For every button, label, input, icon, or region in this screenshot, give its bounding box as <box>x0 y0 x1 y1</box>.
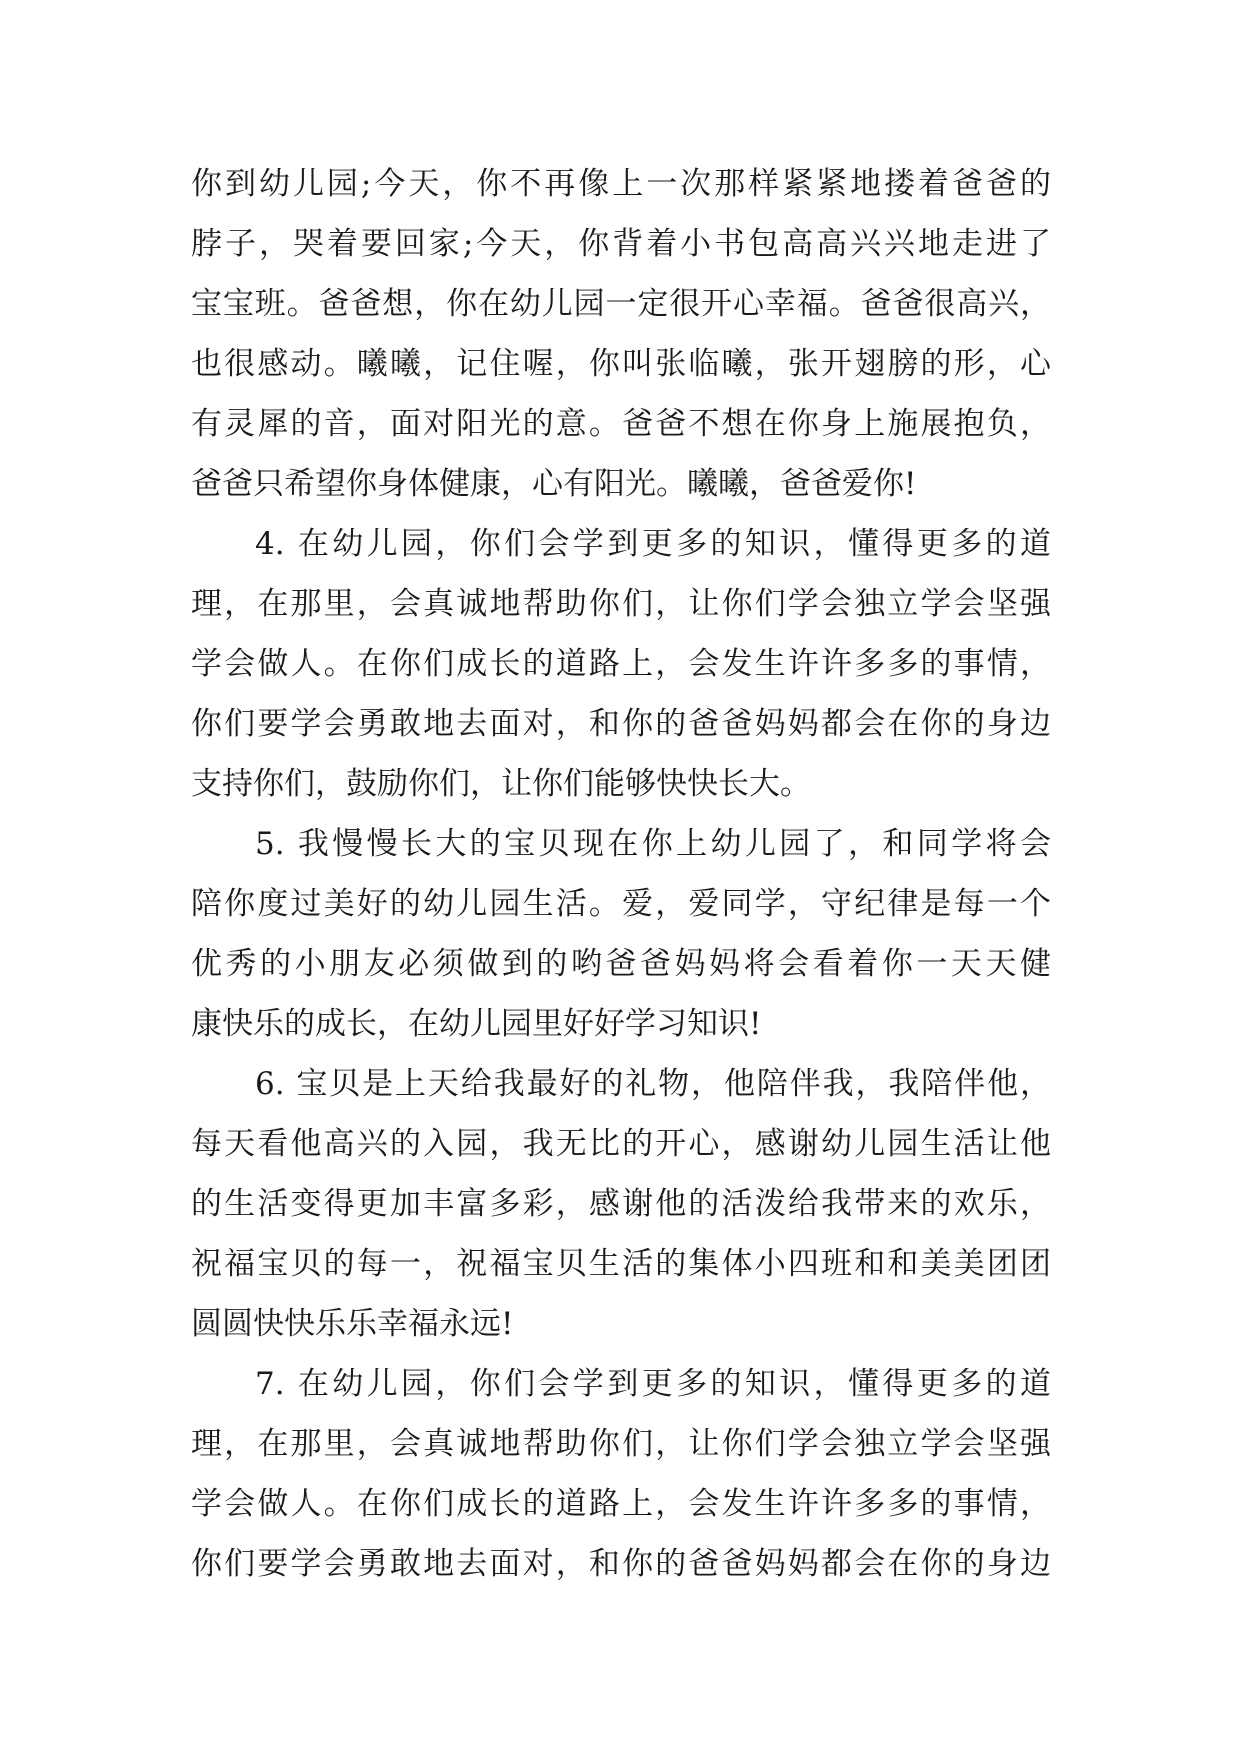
text-line: 有灵犀的音，面对阳光的意。爸爸不想在你身上施展抱负， <box>191 406 1051 442</box>
paragraph-7-first-line: 7. 在幼儿园，你们会学到更多的知识，懂得更多的道 <box>255 1366 1051 1402</box>
text-line: 你们要学会勇敢地去面对，和你的爸爸妈妈都会在你的身边 <box>191 706 1051 742</box>
text-line: 陪你度过美好的幼儿园生活。爱，爱同学，守纪律是每一个 <box>191 886 1051 922</box>
text-line: 你到幼儿园;今天，你不再像上一次那样紧紧地搂着爸爸的 <box>191 166 1051 202</box>
text-line: 每天看他高兴的入园，我无比的开心，感谢幼儿园生活让他 <box>191 1126 1051 1162</box>
text-line: 康快乐的成长，在幼儿园里好好学习知识! <box>191 1006 762 1042</box>
paragraph-5-first-line: 5. 我慢慢长大的宝贝现在你上幼儿园了，和同学将会 <box>255 826 1051 862</box>
text-line: 优秀的小朋友必须做到的哟爸爸妈妈将会看着你一天天健 <box>191 946 1051 982</box>
text-line: 支持你们，鼓励你们，让你们能够快快长大。 <box>191 766 811 802</box>
text-line: 理，在那里，会真诚地帮助你们，让你们学会独立学会坚强 <box>191 1426 1051 1462</box>
text-line: 圆圆快快乐乐幸福永远! <box>191 1306 514 1342</box>
text-line: 学会做人。在你们成长的道路上，会发生许许多多的事情， <box>191 646 1051 682</box>
text-line: 的生活变得更加丰富多彩，感谢他的活泼给我带来的欢乐， <box>191 1186 1051 1222</box>
text-line: 爸爸只希望你身体健康，心有阳光。曦曦，爸爸爱你! <box>191 466 917 502</box>
text-line: 宝宝班。爸爸想，你在幼儿园一定很开心幸福。爸爸很高兴， <box>191 286 1051 322</box>
text-line: 祝福宝贝的每一，祝福宝贝生活的集体小四班和和美美团团 <box>191 1246 1051 1282</box>
text-line: 理，在那里，会真诚地帮助你们，让你们学会独立学会坚强 <box>191 586 1051 622</box>
paragraph-4-first-line: 4. 在幼儿园，你们会学到更多的知识，懂得更多的道 <box>255 526 1051 562</box>
text-line: 学会做人。在你们成长的道路上，会发生许许多多的事情， <box>191 1486 1051 1522</box>
paragraph-6-first-line: 6. 宝贝是上天给我最好的礼物，他陪伴我，我陪伴他， <box>255 1066 1051 1102</box>
text-line: 也很感动。曦曦，记住喔，你叫张临曦，张开翅膀的形，心 <box>191 346 1051 382</box>
text-line: 脖子，哭着要回家;今天，你背着小书包高高兴兴地走进了 <box>191 226 1051 262</box>
text-line: 你们要学会勇敢地去面对，和你的爸爸妈妈都会在你的身边 <box>191 1546 1051 1582</box>
